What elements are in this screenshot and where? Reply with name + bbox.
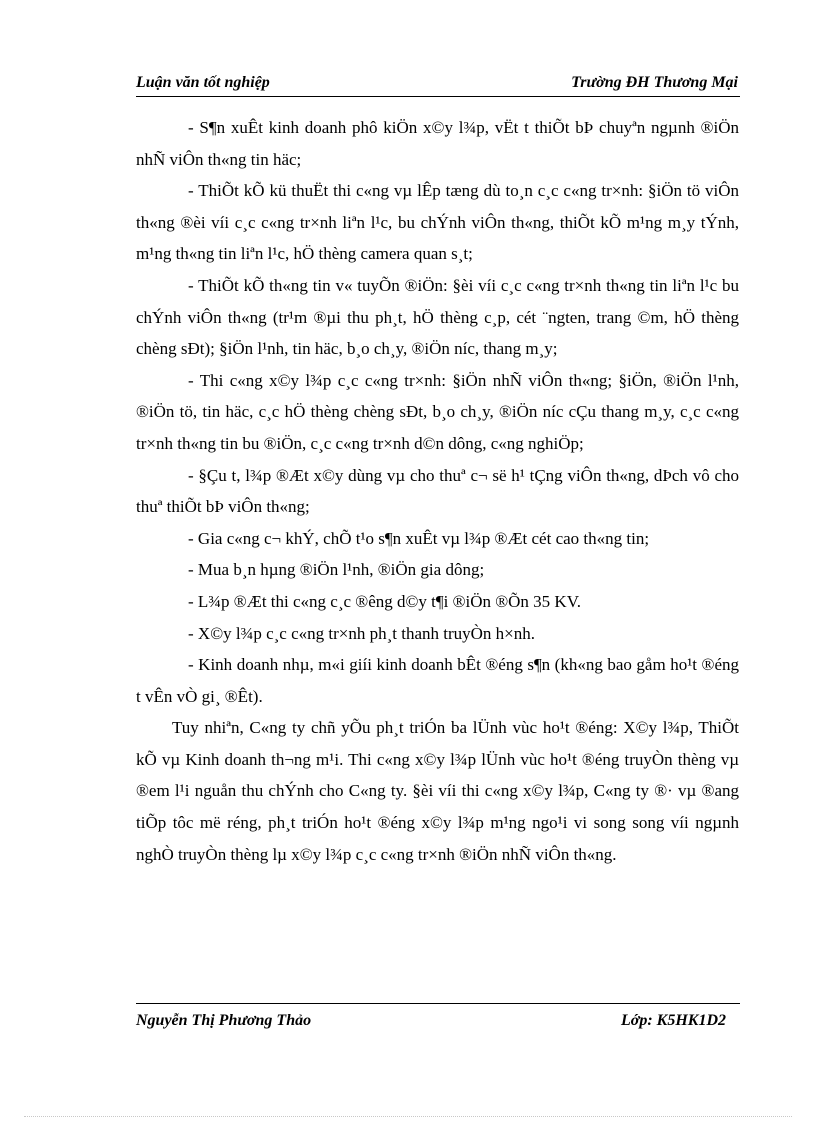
header-university: Trường ĐH Thương Mại [571,74,738,91]
list-item: - S¶n xuÊt kinh doanh phô kiÖn x©y l¾p, vËt t thiÕt bÞ chuyªn ngµnh ®iÖn nhÑ viÔn th«ng tin häc; [136,118,739,169]
list-item: - ThiÕt kÕ kü thuËt thi c«ng vµ lÊp tæng dù to¸n c¸c c«ng tr×nh: §iÖn tö viÔn th«ng ®èi víi c¸c c«ng tr×nh liªn l¹c, bu chÝnh viÔn th«ng, thiÕt kÕ m¹ng m¸y tÝnh, m¹ng th«ng tin liªn l¹c, hÖ thèng camera quan s¸t; [136,181,739,264]
page-header [136,72,740,97]
list-item: - Kinh doanh nhµ, m«i giíi kinh doanh bÊt ®éng s¶n (kh«ng bao gåm ho¹t ®éng t vÊn vÒ gi¸ ®Êt). [136,655,739,706]
page-footer [136,1010,740,1034]
list-item: - Mua b¸n hµng ®iÖn l¹nh, ®iÖn gia dông; [188,560,485,580]
list-item: - §Çu t, l¾p ®Æt x©y dùng vµ cho thuª c¬ së h¹ tÇng viÔn th«ng, dÞch vô cho thuª thiÕt bÞ viÔn th«ng; [136,465,739,517]
list-item: - X©y l¾p c¸c c«ng tr×nh ph¸t thanh truyÒn h×nh. [188,623,535,643]
header-thesis-label: Luận văn tốt nghiệp [136,74,270,91]
footer-author: Nguyễn Thị Phương Thảo [136,1012,312,1029]
list-item: - ThiÕt kÕ th«ng tin v« tuyÕn ®iÖn: §èi víi c¸c c«ng tr×nh th«ng tin liªn l¹c bu chÝnh viÔn th«ng (tr¹m ®µi thu ph¸t, hÖ thèng c¸p, cét ¨ngten, trang ©m, hÖ thèng chèng sÐt); §iÖn l¹nh, tin häc, b¸o ch¸y, ®iÖn níc, thang m¸y; [136,275,739,359]
list-item: - Thi c«ng x©y l¾p c¸c c«ng tr×nh: §iÖn nhÑ viÔn th«ng; §iÖn, ®iÖn l¹nh, ®iÖn tö, tin häc, c¸c hÖ thèng chèng sÐt, b¸o ch¸y, ®iÖn níc cÇu thang m¸y, c¸c c«ng tr×nh th«ng tin bu ®iÖn, c¸c c«ng tr×nh d©n dông, c«ng nghiÖp; [136,370,739,453]
list-item: - L¾p ®Æt thi c«ng c¸c ®êng d©y t¶i ®iÖn ®Õn 35 KV. [188,591,582,611]
page-edge-divider [24,1116,792,1117]
footer-divider [136,1003,740,1004]
footer-class: Lớp: K5HK1D2 [620,1012,726,1029]
list-item: - Gia c«ng c¬ khÝ, chÕ t¹o s¶n xuÊt vµ l¾p ®Æt cét cao th«ng tin; [188,528,650,548]
summary-paragraph: Tuy nhiªn, C«ng ty chñ yÕu ph¸t triÓn ba lÜnh vùc ho¹t ®éng: X©y l¾p, ThiÕt kÕ vµ Kinh doanh th¬ng m¹i. Thi c«ng x©y l¾p lÜnh vùc ho¹t ®éng truyÒn thèng vµ ®em l¹i nguån thu chÝnh cho C«ng ty. §èi víi thi c«ng x©y l¾p, C«ng ty ®· vµ ®ang tiÕp tôc më réng, ph¸t triÓn ho¹t ®éng x©y l¾p m¹ng ngo¹i vi song song víi ngµnh nghÒ truyÒn thèng lµ x©y l¾p c¸c c«ng tr×nh ®iÖn nhÑ viÔn th«ng. [136,718,739,864]
body-text [136,112,739,870]
